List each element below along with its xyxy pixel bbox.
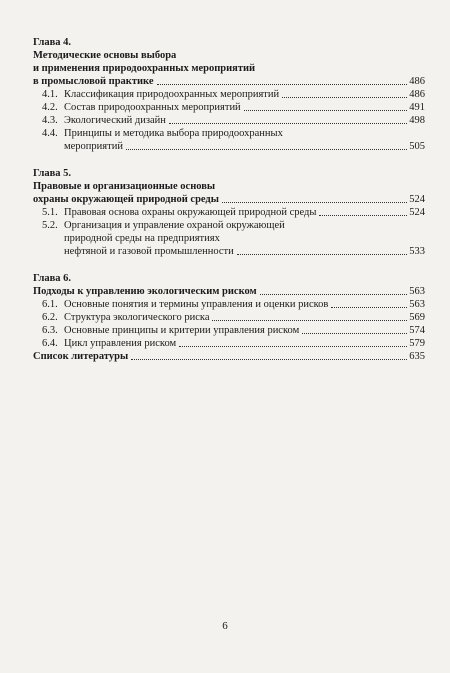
references-title: Список литературы bbox=[33, 351, 129, 362]
chapter-5-title-line-2: охраны окружающей природной среды bbox=[33, 194, 219, 205]
chapter-6-title: Подходы к управлению экологическим риском bbox=[33, 286, 257, 297]
item-page: 579 bbox=[409, 338, 425, 349]
toc-item-4-3[interactable] bbox=[33, 114, 425, 127]
item-number: 5.1. bbox=[42, 207, 58, 218]
toc-item-6-3[interactable] bbox=[33, 324, 425, 337]
item-number: 4.2. bbox=[42, 102, 58, 113]
item-number: 4.4. bbox=[42, 128, 58, 139]
toc-item-6-2[interactable] bbox=[33, 311, 425, 324]
item-page: 574 bbox=[409, 325, 425, 336]
chapter-4-entry[interactable] bbox=[33, 75, 425, 88]
item-title-line-1: Принципы и методика выбора природоохранных bbox=[64, 128, 283, 139]
dot-leader bbox=[131, 359, 407, 360]
item-title: Классификация природоохранных мероприятий bbox=[64, 89, 280, 100]
chapter-6-label: Глава 6. bbox=[33, 273, 72, 284]
chapter-5-page: 524 bbox=[409, 194, 425, 205]
toc-item-4-4[interactable] bbox=[33, 127, 425, 153]
item-page: 563 bbox=[409, 299, 425, 310]
chapter-6-page: 563 bbox=[409, 286, 425, 297]
item-number: 6.1. bbox=[42, 299, 58, 310]
item-title: Экологический дизайн bbox=[64, 115, 166, 126]
dot-leader bbox=[260, 294, 407, 295]
item-number: 5.2. bbox=[42, 220, 58, 231]
chapter-4-label: Глава 4. bbox=[33, 37, 72, 48]
item-page: 491 bbox=[409, 102, 425, 113]
dot-leader bbox=[157, 84, 408, 85]
dot-leader bbox=[302, 333, 407, 334]
item-title: Основные принципы и критерии управления риском bbox=[64, 325, 300, 336]
chapter-4 bbox=[33, 36, 425, 153]
item-title: Состав природоохранных мероприятий bbox=[64, 102, 241, 113]
item-page: 533 bbox=[409, 246, 425, 257]
table-of-contents bbox=[33, 36, 425, 375]
item-number: 6.2. bbox=[42, 312, 58, 323]
item-page: 569 bbox=[409, 312, 425, 323]
item-page: 505 bbox=[409, 141, 425, 152]
chapter-4-page: 486 bbox=[409, 76, 425, 87]
item-title: Основные понятия и термины управления и оценки рисков bbox=[64, 299, 329, 310]
dot-leader bbox=[222, 202, 407, 203]
references-entry[interactable] bbox=[33, 350, 425, 363]
dot-leader bbox=[331, 307, 407, 308]
item-title: Цикл управления риском bbox=[64, 338, 177, 349]
chapter-6 bbox=[33, 272, 425, 363]
chapter-5-label: Глава 5. bbox=[33, 168, 72, 179]
dot-leader bbox=[126, 149, 407, 150]
item-title-line-3: нефтяной и газовой промышленности bbox=[64, 246, 234, 257]
chapter-4-title-line-3: в промысловой практике bbox=[33, 76, 154, 87]
item-page: 524 bbox=[409, 207, 425, 218]
chapter-5 bbox=[33, 167, 425, 258]
chapter-5-title-line-1: Правовые и организационные основы bbox=[33, 181, 216, 192]
item-page: 498 bbox=[409, 115, 425, 126]
item-title-line-1: Организация и управление охраной окружающей bbox=[64, 220, 285, 231]
toc-item-6-4[interactable] bbox=[33, 337, 425, 350]
chapter-4-title-line-2: и применения природоохранных мероприятий bbox=[33, 63, 256, 74]
item-number: 6.4. bbox=[42, 338, 58, 349]
item-title: Структура экологического риска bbox=[64, 312, 210, 323]
dot-leader bbox=[237, 254, 407, 255]
references-page: 635 bbox=[409, 351, 425, 362]
dot-leader bbox=[319, 215, 407, 216]
dot-leader bbox=[244, 110, 407, 111]
item-title-line-2: мероприятий bbox=[64, 141, 123, 152]
item-title-line-2: природной среды на предприятиях bbox=[64, 233, 220, 244]
dot-leader bbox=[212, 320, 407, 321]
toc-item-5-2[interactable] bbox=[33, 219, 425, 258]
item-number: 4.3. bbox=[42, 115, 58, 126]
toc-item-4-1[interactable] bbox=[33, 88, 425, 101]
item-number: 4.1. bbox=[42, 89, 58, 100]
dot-leader bbox=[282, 97, 407, 98]
item-number: 6.3. bbox=[42, 325, 58, 336]
toc-item-6-1[interactable] bbox=[33, 298, 425, 311]
chapter-4-title-line-1: Методические основы выбора bbox=[33, 50, 177, 61]
chapter-6-entry[interactable] bbox=[33, 285, 425, 298]
toc-item-4-2[interactable] bbox=[33, 101, 425, 114]
chapter-5-entry[interactable] bbox=[33, 193, 425, 206]
item-title: Правовая основа охраны окружающей природной среды bbox=[64, 207, 317, 218]
toc-item-5-1[interactable] bbox=[33, 206, 425, 219]
page-number: 6 bbox=[222, 620, 228, 632]
dot-leader bbox=[169, 123, 407, 124]
dot-leader bbox=[179, 346, 407, 347]
item-page: 486 bbox=[409, 89, 425, 100]
